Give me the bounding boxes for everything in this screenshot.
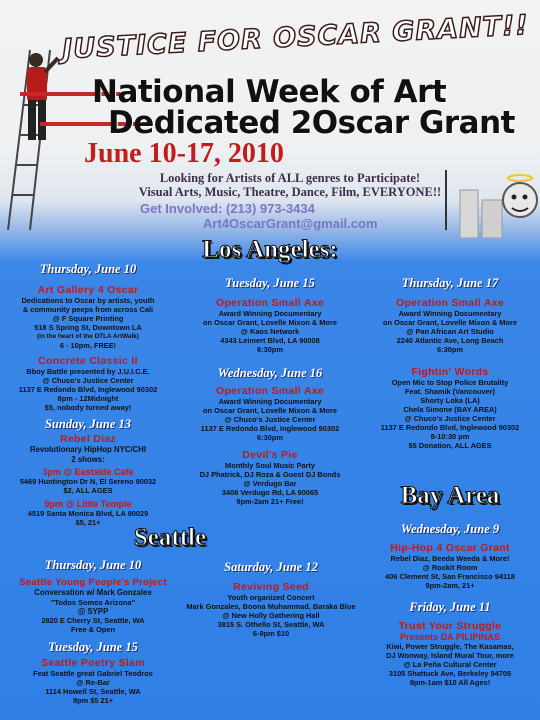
- event-line: 518 S Spring St, Downtown LA: [34, 323, 142, 332]
- event-line: @ Chuco's Justice Center: [42, 376, 134, 385]
- show-time: 3pm @ Eastside Cafe: [42, 467, 134, 477]
- region-seattle: Seattle: [133, 524, 207, 551]
- headline-line2: Dedicated 2Oscar Grant: [108, 105, 515, 141]
- la-column-2: [175, 276, 365, 506]
- event-line: Bboy Battle presented by J.U.I.C.E.: [26, 367, 150, 376]
- event-title: Reviving Seed: [233, 581, 309, 593]
- region-los-angeles: Los Angeles:: [202, 236, 338, 263]
- event-line: 3815 S. Othello St, Seattle, WA: [217, 620, 325, 629]
- event-title: Fightin' Words: [411, 366, 489, 378]
- event-line: @ SYPP: [77, 606, 109, 616]
- event-line: 9pm-2am 21+ Free!: [236, 497, 304, 506]
- event-line: 1137 E Redondo Blvd, Inglewood 90302: [200, 424, 340, 433]
- event-line: @ Rockit Room: [422, 563, 478, 572]
- event-line: 6:30pm: [257, 345, 283, 354]
- event-line: @ Pan African Art Studio: [406, 327, 494, 336]
- la-column-3: [362, 276, 538, 450]
- event-line: 6-9pm $10: [252, 629, 290, 638]
- event-line: Chela Simone (BAY AREA): [403, 405, 497, 414]
- event-line: @ La Peña Cultural Center: [403, 660, 497, 669]
- event-line: $5 Donation, ALL AGES: [408, 441, 492, 450]
- event-line: DJ Wonway, Island Mural Tour, more: [386, 651, 514, 660]
- graffiti-banner: [62, 8, 532, 78]
- event-line: 6 - 10pm, FREE!: [59, 341, 117, 350]
- event-line: Free & Open: [71, 625, 115, 634]
- contact-email[interactable]: Art4OscarGrant@gmail.com: [203, 216, 378, 231]
- invite-line1: Looking for Artists of ALL genres to Participate!: [159, 171, 421, 185]
- day-heading: Friday, June 11: [409, 600, 491, 614]
- event-line: @ Verdugo Bar: [243, 479, 297, 488]
- event-line: on Oscar Grant, Lovelle Mixon & More: [203, 318, 337, 327]
- day-heading: Tuesday, June 15: [225, 276, 315, 290]
- event-line: Feat Seattle great Gabriel Teodros: [33, 669, 153, 678]
- event-title: Operation Small Axe: [395, 297, 504, 309]
- event-line: 8pm - 12Midnight: [57, 394, 119, 403]
- event-line: $5, 21+: [75, 518, 101, 527]
- event-line: on Oscar Grant, Lovelle Mixon & More: [203, 406, 337, 415]
- event-dates: June 10-17, 2010: [84, 138, 284, 169]
- event-title: Trust Your Struggle: [398, 620, 502, 632]
- event-line: Award Winning Documentary: [218, 309, 322, 318]
- event-line: 4343 Leimert Blvd, LA 90008: [220, 336, 320, 345]
- seattle-column-1: [4, 558, 182, 705]
- event-line: (in the heart of the DTLA ArtWalk): [37, 333, 139, 340]
- event-line: @ F Square Printing: [52, 314, 124, 323]
- event-line: $5, nobody turned away!: [44, 403, 132, 412]
- event-line: Youth organized Concert: [227, 593, 315, 602]
- event-line: @ Chuco's Justice Center: [224, 415, 316, 424]
- event-title: Seattle Young People's Project: [19, 577, 167, 588]
- la-column-1: [4, 262, 172, 527]
- event-line: 2820 E Cherry St, Seattle, WA: [41, 616, 145, 625]
- event-line: 9pm $5 21+: [72, 696, 114, 705]
- event-line: 1114 Howell St, Seattle, WA: [45, 687, 141, 696]
- show-time: 9pm @ Little Temple: [44, 499, 132, 509]
- event-line: "Todos Somos Arizona": [50, 597, 136, 607]
- event-title: Art Gallery 4 Oscar: [37, 284, 139, 296]
- event-line: 6:30pm: [437, 345, 463, 354]
- event-line: Shorty Loka (LA): [420, 396, 480, 405]
- event-line: 3408 Verdugo Rd, LA 90065: [221, 488, 319, 497]
- event-line: @ Re-Bar: [76, 678, 110, 687]
- graffiti-title: JUSTICE FOR OSCAR GRANT!!: [61, 9, 530, 66]
- region-bay-area: Bay Area: [400, 482, 500, 509]
- event-line: @ Kaos Network: [240, 327, 300, 336]
- event-line: DJ Phatrick, DJ Roza & Guest DJ Bonds: [199, 470, 341, 479]
- event-line: Mark Gonzales, Boona Muhammad, Baraka Blue: [186, 602, 356, 611]
- event-line: 4519 Santa Monica Blvd, LA 90029: [27, 509, 149, 518]
- day-heading: Thursday, June 17: [401, 276, 499, 290]
- event-line: Dedications to Oscar by artists, youth: [21, 296, 155, 305]
- event-line: 9pm-2am, 21+: [425, 581, 475, 590]
- seattle-column-2: [178, 560, 364, 638]
- event-line: Award Winning Documentary: [218, 397, 322, 406]
- event-line: 1137 E Redondo Blvd, Inglewood 90302: [380, 423, 520, 432]
- event-line: Monthly Soul Music Party: [225, 461, 315, 470]
- event-line: Rebel Diaz, Beeda Weeda & More!: [390, 554, 510, 563]
- day-heading: Tuesday, June 15: [48, 640, 138, 654]
- invite-line2: Visual Arts, Music, Theatre, Dance, Film, EVERYONE!!: [138, 185, 442, 199]
- day-heading: Wednesday, June 16: [217, 366, 323, 380]
- event-line: 2 shows:: [71, 454, 105, 464]
- event-title: Seattle Poetry Slam: [41, 657, 145, 669]
- event-title: Operation Small Axe: [215, 385, 324, 397]
- event-line: @ Chuco's Justice Center: [404, 414, 496, 423]
- event-line: Conversation w/ Mark Gonzales: [34, 588, 152, 597]
- day-heading: Thursday, June 10: [39, 262, 137, 276]
- event-line: Open Mic to Stop Police Brutality: [391, 378, 509, 387]
- event-line: 5469 Huntington Dr N, El Sereno 90032: [19, 477, 157, 486]
- event-line: on Oscar Grant, Lovelle Mixon & More: [383, 318, 517, 327]
- day-heading: Wednesday, June 9: [400, 522, 500, 536]
- event-title: Operation Small Axe: [215, 297, 324, 309]
- event-line: Feat. Shamik (Vancouver): [405, 387, 495, 396]
- decorative-illustration: [432, 170, 540, 238]
- event-line: 406 Clement St, San Francisco 94118: [385, 572, 515, 581]
- event-title: Devil's Pie: [242, 449, 298, 461]
- day-heading: Saturday, June 12: [224, 560, 318, 574]
- event-line: 6:30pm: [257, 433, 283, 442]
- headline-line1: National Week of Art: [92, 74, 447, 110]
- event-title: Hip-Hop 4 Oscar Grant: [390, 542, 510, 554]
- event-title: Concrete Classic II: [38, 355, 138, 367]
- event-line: 1137 E Redondo Blvd, Inglewood 90302: [18, 385, 158, 394]
- event-line: @ New Holly Gathering Hall: [222, 611, 320, 620]
- event-line: Award Winning Documentary: [398, 309, 502, 318]
- day-heading: Sunday, June 13: [44, 417, 132, 431]
- event-line: 8-10:30 pm: [430, 432, 470, 441]
- event-line: Revolutionary HipHop NYC/CHI: [29, 445, 147, 454]
- event-line: Kiwi, Power Struggle, The Kasamas,: [386, 642, 514, 651]
- event-line: & community peeps from across Cali: [22, 305, 154, 314]
- bay-column: [362, 522, 538, 687]
- event-title: Rebel Diaz: [59, 433, 117, 445]
- event-line: 2240 Atlantic Ave, Long Beach: [396, 336, 504, 345]
- event-line: 8pm-1am $10 All Ages!: [409, 678, 491, 687]
- event-line: $2, ALL AGES: [63, 486, 113, 495]
- get-involved-phone: Get Involved: (213) 973-3434: [140, 201, 315, 216]
- event-subtitle: Presents DA PILIPINAS: [400, 632, 500, 642]
- day-heading: Thursday, June 10: [44, 558, 142, 572]
- event-line: 3105 Shattuck Ave, Berkeley 94705: [388, 669, 512, 678]
